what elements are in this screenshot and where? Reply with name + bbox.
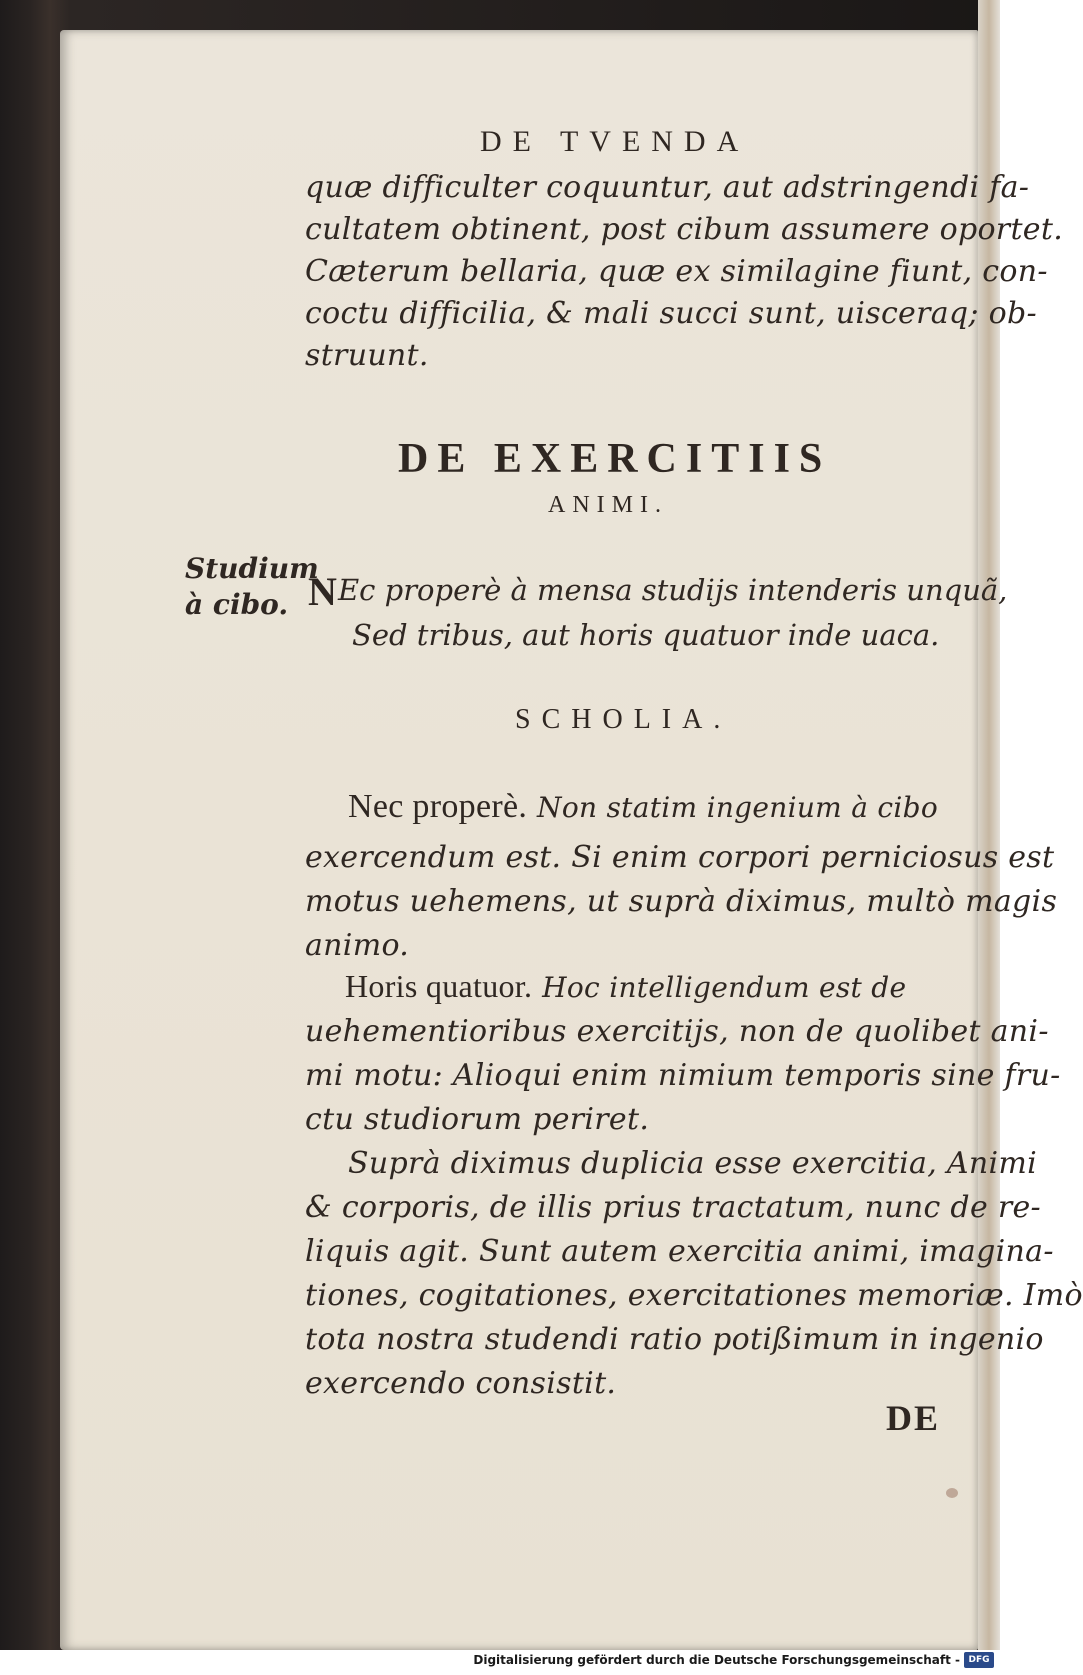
scholia-line: ctu studiorum periret. <box>305 1102 650 1137</box>
scholia-text: Hoc intelligendum est de <box>542 971 907 1004</box>
verse-initial: N <box>308 569 337 614</box>
verse-line: Ec properè à mensa studijs intenderis unquã, <box>338 573 1008 607</box>
scholia-line: tiones, cogitationes, exercitationes memoriæ. Imò <box>305 1278 1083 1313</box>
running-header: DE TVENDA <box>480 125 750 158</box>
verse-line: Sed tribus, aut horis quatuor inde uaca. <box>352 618 940 652</box>
text-line: Cæterum bellaria, quæ ex similagine fiunt, con- <box>305 254 1048 289</box>
catchword: DE <box>886 1398 941 1438</box>
marginal-note-line: à cibo. <box>185 588 289 621</box>
scholia-line: & corporis, de illis prius tractatum, nunc de re- <box>305 1190 1041 1225</box>
scholia-line <box>348 788 938 826</box>
scholia-line: uehementioribus exercitijs, non de quolibet ani- <box>305 1014 1049 1049</box>
section-subheading: ANIMI. <box>548 492 668 518</box>
section-heading: DE EXERCITIIS <box>398 436 832 482</box>
text-line: coctu difficilia, & mali succi sunt, uisceraq; ob- <box>305 296 1037 331</box>
scholia-line <box>345 968 906 1005</box>
book-edge <box>978 0 1000 1650</box>
scholia-heading: SCHOLIA. <box>515 704 732 735</box>
scholia-line: tota nostra studendi ratio potißimum in ingenio <box>305 1322 1044 1357</box>
ink-stain <box>946 1488 958 1498</box>
scholia-line: exercendo consistit. <box>305 1366 617 1401</box>
marginal-note-line: Studium <box>185 552 319 585</box>
scholia-text: Non statim ingenium à cibo <box>537 791 939 824</box>
lemma: Nec properè. <box>348 788 528 825</box>
scholia-line: motus uehemens, ut suprà diximus, multò magis <box>305 884 1058 919</box>
text-line: cultatem obtinent, post cibum assumere oportet. <box>305 212 1064 247</box>
text-line: struunt. <box>305 338 429 373</box>
scholia-line: Suprà diximus duplicia esse exercitia, Animi <box>348 1146 1038 1181</box>
scholia-line: exercendum est. Si enim corpori perniciosus est <box>305 840 1055 875</box>
footer-credit: Digitalisierung gefördert durch die Deutsche Forschungsgemeinschaft - <box>473 1653 960 1667</box>
lemma: Horis quatuor. <box>345 968 533 1004</box>
footer-bar <box>0 1650 1000 1675</box>
text-line: quæ difficulter coquuntur, aut adstringendi fa- <box>305 170 1030 205</box>
scholia-line: liquis agit. Sunt autem exercitia animi, imagina- <box>305 1234 1054 1269</box>
scholia-line: mi motu: Alioqui enim nimium temporis sine fru- <box>305 1058 1061 1093</box>
scholia-line: animo. <box>305 928 410 963</box>
dfg-logo-icon: DFG <box>964 1652 994 1668</box>
